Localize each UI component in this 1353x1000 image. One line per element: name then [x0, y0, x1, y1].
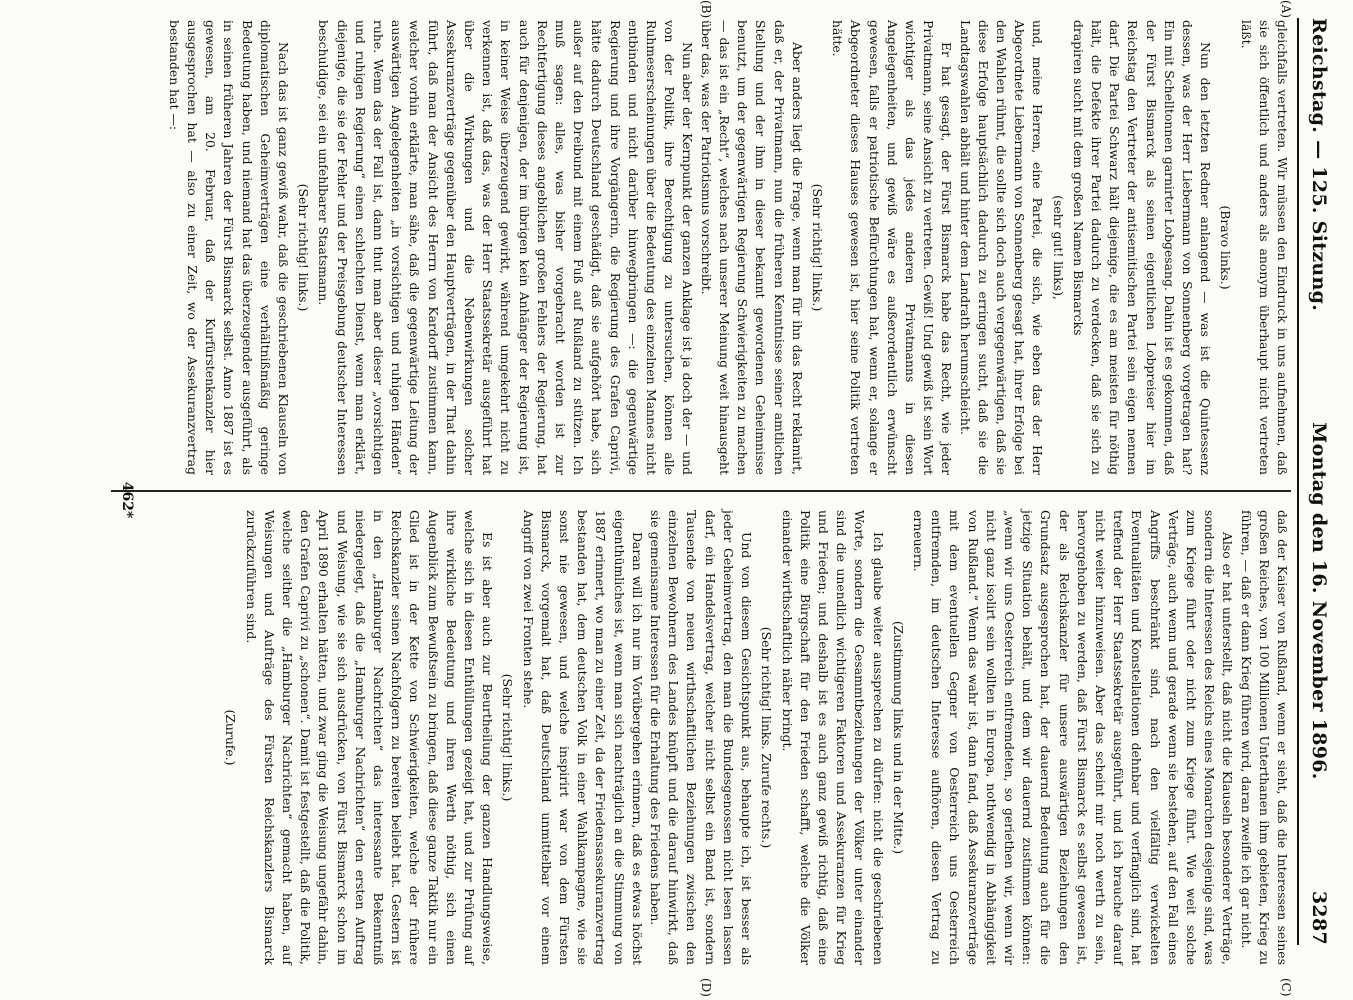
header-session: Reichstag. — 125. Sitzung. — [1308, 18, 1330, 312]
paragraph: Aber anders liegt die Frage, wenn man für ihn das Recht reklamirt, daß er, der Privatmann, nun die früheren Kenntnisse seiner amtlichen Stellung und der ihm in dieser bekannt gewordenen Geheimnisse benutzt, um der gegenwärtigen Regierung Schwierigkeiten zu machen — das ist ein „Recht“, welches nach unserer Meinung weit hinausgeht über das, was der Patriotismus vorschreibt. — [698, 20, 805, 475]
paragraph: und, meine Herren, eine Partei, die sich, wie eben das der Herr Abgeordnete Liebermann von Sonnenberg gesagt hat, ihrer Erfolge bei den Wahlen rühmt, die sollte sich doch auch vergegenwärtigen, daß sie diese Erfolge hauptsächlich dadurch zu erringen sucht, daß sie die Landtagswahlen abhält und hinter dem Landrath herumschleicht. — [957, 20, 1046, 475]
margin-marker-b: (B) — [699, 0, 713, 19]
margin-marker-c: (C) — [1279, 978, 1293, 997]
paragraph: Daran will ich nur im Vorübergehen erinnern, daß es etwas höchst eigenthümliches ist, wenn man sich nachträglich an die Stimmung von 1887 erinnert, wo man zu einer Zeit, da der Friedensassekuranzvertrag bestanden hat, dem deutschen Volk in einer Wahlkampagne, wie sie sonst nie gewesen, und welche inspirirt war von dem Fürsten Bismarck, vorgemalt hat, daß Deutschland unmittelbar vor einem Angriff von zwei Fronten stehe. — [520, 510, 645, 965]
sheet-number: 462* — [119, 481, 135, 519]
interjection: (Zustimmung links und in der Mitte.) — [890, 620, 906, 855]
page-header — [1297, 18, 1339, 945]
margin-marker-a: (A) — [1279, 0, 1293, 19]
interjection: (Sehr richtig! links.) — [809, 183, 825, 312]
interjection: (Sehr richtig! links.) — [296, 183, 312, 312]
paragraph: Nun aber der Kernpunkt der ganzen Anklage ist ja doch der — und von der Politik, ihre Berechtigung zu untersuchen, können alle Ruhmeserscheinungen über die Bedeutung des einzelnen Mannes nicht entbinden und nicht darüber hinwegbringen —: die gegenwärtige Regierung und ihre Vorgängerin, die Regierung des Grafen Caprivi, hätte dadurch Deutschland geschädigt, daß sie aufgehört habe, sich außer auf den Dreibund mit einem Fuß auf Rußland zu stützen. Ich muß sagen: alles, was bisher vorgebracht worden ist zur Rechtfertigung dieses angeblichen großen Fehlers der Regierung, hat auch für denjenigen, der im übrigen kein Anhänger der Regierung ist, in keiner Weise überzeugend gewirkt, während umgekehrt nicht zu verkennen ist, daß das, was der Herr Staatssekretär ausgeführt hat über die Wirkungen und die Nebenwirkungen solcher Assekuranzverträge gegenüber den Hauptverträgen, in der That dahin führt, daß man der Ansicht des Herrn von Kardorff zustimmen kann, welcher vorhin erklärte, man sähe, daß die gegenwärtige Leitung der auswärtigen Angelegenheiten „in vorsichtigen und ruhigen Händen“ ruhe. Wenn das der Fall ist, dann thut man aber dieser „vorsichtigen und ruhigen Regierung“ einen schlechten Dienst, wenn man erklärt, diejenige, die sie der Fehler und der Preisgebung deutscher Interessen beschuldige, sei ein unfehlbarer Staatsmann. — [316, 20, 696, 475]
interjection: (Sehr richtig! links.) — [500, 673, 516, 802]
paragraph: Ich glaube weiter aussprechen zu dürfen: nicht die geschriebenen Worte, sondern die Gesammtbeziehungen der Völker unter einander sind die unendlich wichtigeren Faktoren und Assekuranzen für Krieg und Frieden; und deshalb ist es auch ganz gewiß richtig, daß eine Politik eine Bürgschaft für den Frieden schafft, welche die Völker einander wirthschaftlich näher bringt. — [779, 510, 886, 965]
paragraph: Und von diesem Gesichtspunkt aus, behaupte ich, ist besser als jeder Geheimvertrag, den man die Bundesgenossen nicht lesen lassen darf, ein Handelsvertrag, welcher nicht selbst ein Band ist, sondern Tausende von neuen wirthschaftlichen Beziehungen zwischen den einzelnen Bewohnern des Landes knüpft und die darauf hinwirkt, daß sie gemeinsame Interessen für die Erhaltung des Friedens haben. — [648, 510, 755, 965]
interjection: (Bravo links.) — [1218, 205, 1234, 290]
right-column — [219, 510, 1291, 965]
paragraph: Es ist aber auch zur Beurtheilung der ganzen Handlungsweise, welche sich in diesen Enthüllungen gezeigt hat, und zur Prüfung auf ihre wirkliche Bedeutung und ihren Werth nöthig, sich einen Augenblick zum Bewußtsein zu bringen, daß diese ganze Taktik nur ein Glied ist in der Kette von Schwierigkeiten, welche der frühere Reichskanzler seinen Nachfolgern zu bereiten beliebt hat. Gestern ist in den „Hamburger Nachrichten“ das interessante Bekenntniß niedergelegt, daß die „Hamburger Nachrichten“ den ersten Auftrag und Weisung, wie sie sich ausdrücken, von Fürst Bismarck schon im April 1890 erhalten hätten, und zwar ging die Weisung ungefähr dahin, den Grafen Caprivi zu „schonen“. Damit ist festgestellt, daß die Politik, welche seither die „Hamburger Nachrichten“ gemacht haben, auf Weisungen und Aufträge des Fürsten Reichskanzlers Bismarck zurückzuführen sind. — [243, 510, 496, 965]
column-divider — [111, 490, 1291, 492]
left-column — [165, 20, 1291, 475]
interjection: (Zurufe.) — [223, 709, 239, 766]
paragraph: Also er hat unterstellt, daß nicht die Klauseln besonderer Verträge, sondern die Interessen des Reichs eines Monarchen desjenige sind, was zum Kriege führt oder nicht zum Kriege führt. Wie weit solche Verträge, auch wenn und gerade wenn sie bestehen, auf den Fall eines Angriffs beschränkt sind, nach den vielfältig verwickelten Eventualitäten und Konstellationen dehnbar und verfänglich sind, hat treffend der Herr Staatssekretär ausgeführt, und ich brauche darauf nicht weiter hinzuweisen. Aber das scheint mir noch werth zu sein, hervorgehoben zu werden, daß Fürst Bismarck es selbst gewesen ist, der als Reichskanzler für unsere auswärtigen Beziehungen den Grundsatz ausgesprochen hat, der dauernd Bedeutung auch für die jetzige Situation behält, und dem wir dauernd zustimmen können: „wenn wir uns Oesterreich entfremdeten, so geriethen wir, wenn wir nicht ganz isolirt sein wollten in Europa, nothwendig in Abhängigkeit von Rußland.“ Wenn das wahr ist, dann fand, daß Assekuranzverträge mit dem eventuellen Gegner von Oesterreich uns Oesterreich entfremden, im deutschen Interesse aufhören, diesen Vertrag zu erneuern. — [910, 510, 1236, 965]
header-date: Montag den 16. November 1896. — [1308, 422, 1330, 780]
paragraph: gleichfalls vertreten. Wir müssen den Eindruck in uns aufnehmen, daß sie sich öffentlich und anders als anonym überhaupt nicht vertreten läßt. — [1238, 20, 1290, 475]
paragraph: Nun den letzten Redner anlangend — was ist die Quintessenz dessen, was der Herr Liebermann von Sonnenberg vorgetragen hat? Ein mit Schelltonnen garnirter Lobgesang. Dahin ist es gekommen, daß der Fürst Bismarck als seinen eigentlichen Lobpreiser hier im Reichstag den Vertreter der antisemitischen Partei sein eigen nennen darf. Die Partei Schwarz hält diejenige, die es am meisten für nöthig hält, die Defekte ihrer Partei dadurch zu verdecken, daß sie sich zu drapiren sucht mit dem großen Namen Bismarcks — [1070, 20, 1214, 475]
paragraph: daß der Kaiser von Rußland, wenn er sieht, daß die Interessen seines großen Reiches, von 100 Millionen Unterthanen ihm gebieten, Krieg zu führen, — daß er dann Krieg führen wird, daran zweifle ich gar nicht. — [1238, 510, 1290, 965]
paragraph: Nach das ist ganz gewiß wahr, daß die geschriebenen Klauseln von diplomatischen Geheimverträgen eine verhältnißmäßig geringe Bedeutung haben, und niemand hat das überzeugender ausgeführt, als in seinen früheren Jahren der Fürst Bismarck selbst. Anno 1887 ist es gewesen, am 20. Februar, daß der Kurfürstenkanzler hier ausgesprochen hat — also zu einer Zeit, wo der Assekuranzvertrag bestanden hat —: — [166, 20, 292, 475]
interjection: (Sehr richtig! links. Zurufe rechts.) — [759, 626, 775, 849]
paragraph: Er hat gesagt, der Fürst Bismarck habe das Recht, wie jeder Privatmann, seine Ansicht zu vertreten. Gewiß! Und gewiß ist sein Wort wichtiger als das jedes anderen Privatmanns in diesen Angelegenheiten, und gewiß wäre es außerordentlich erwünscht gewesen, falls er patriotische Befürchtungen hat, wenn er, solange er Abgeordneter dieses Hauses gewesen ist, hier seine Politik vertreten hätte. — [830, 20, 955, 475]
margin-marker-d: (D) — [699, 978, 713, 997]
interjection: (sehr gut! links), — [1050, 195, 1066, 300]
header-page-number: 3287 — [1308, 890, 1330, 945]
